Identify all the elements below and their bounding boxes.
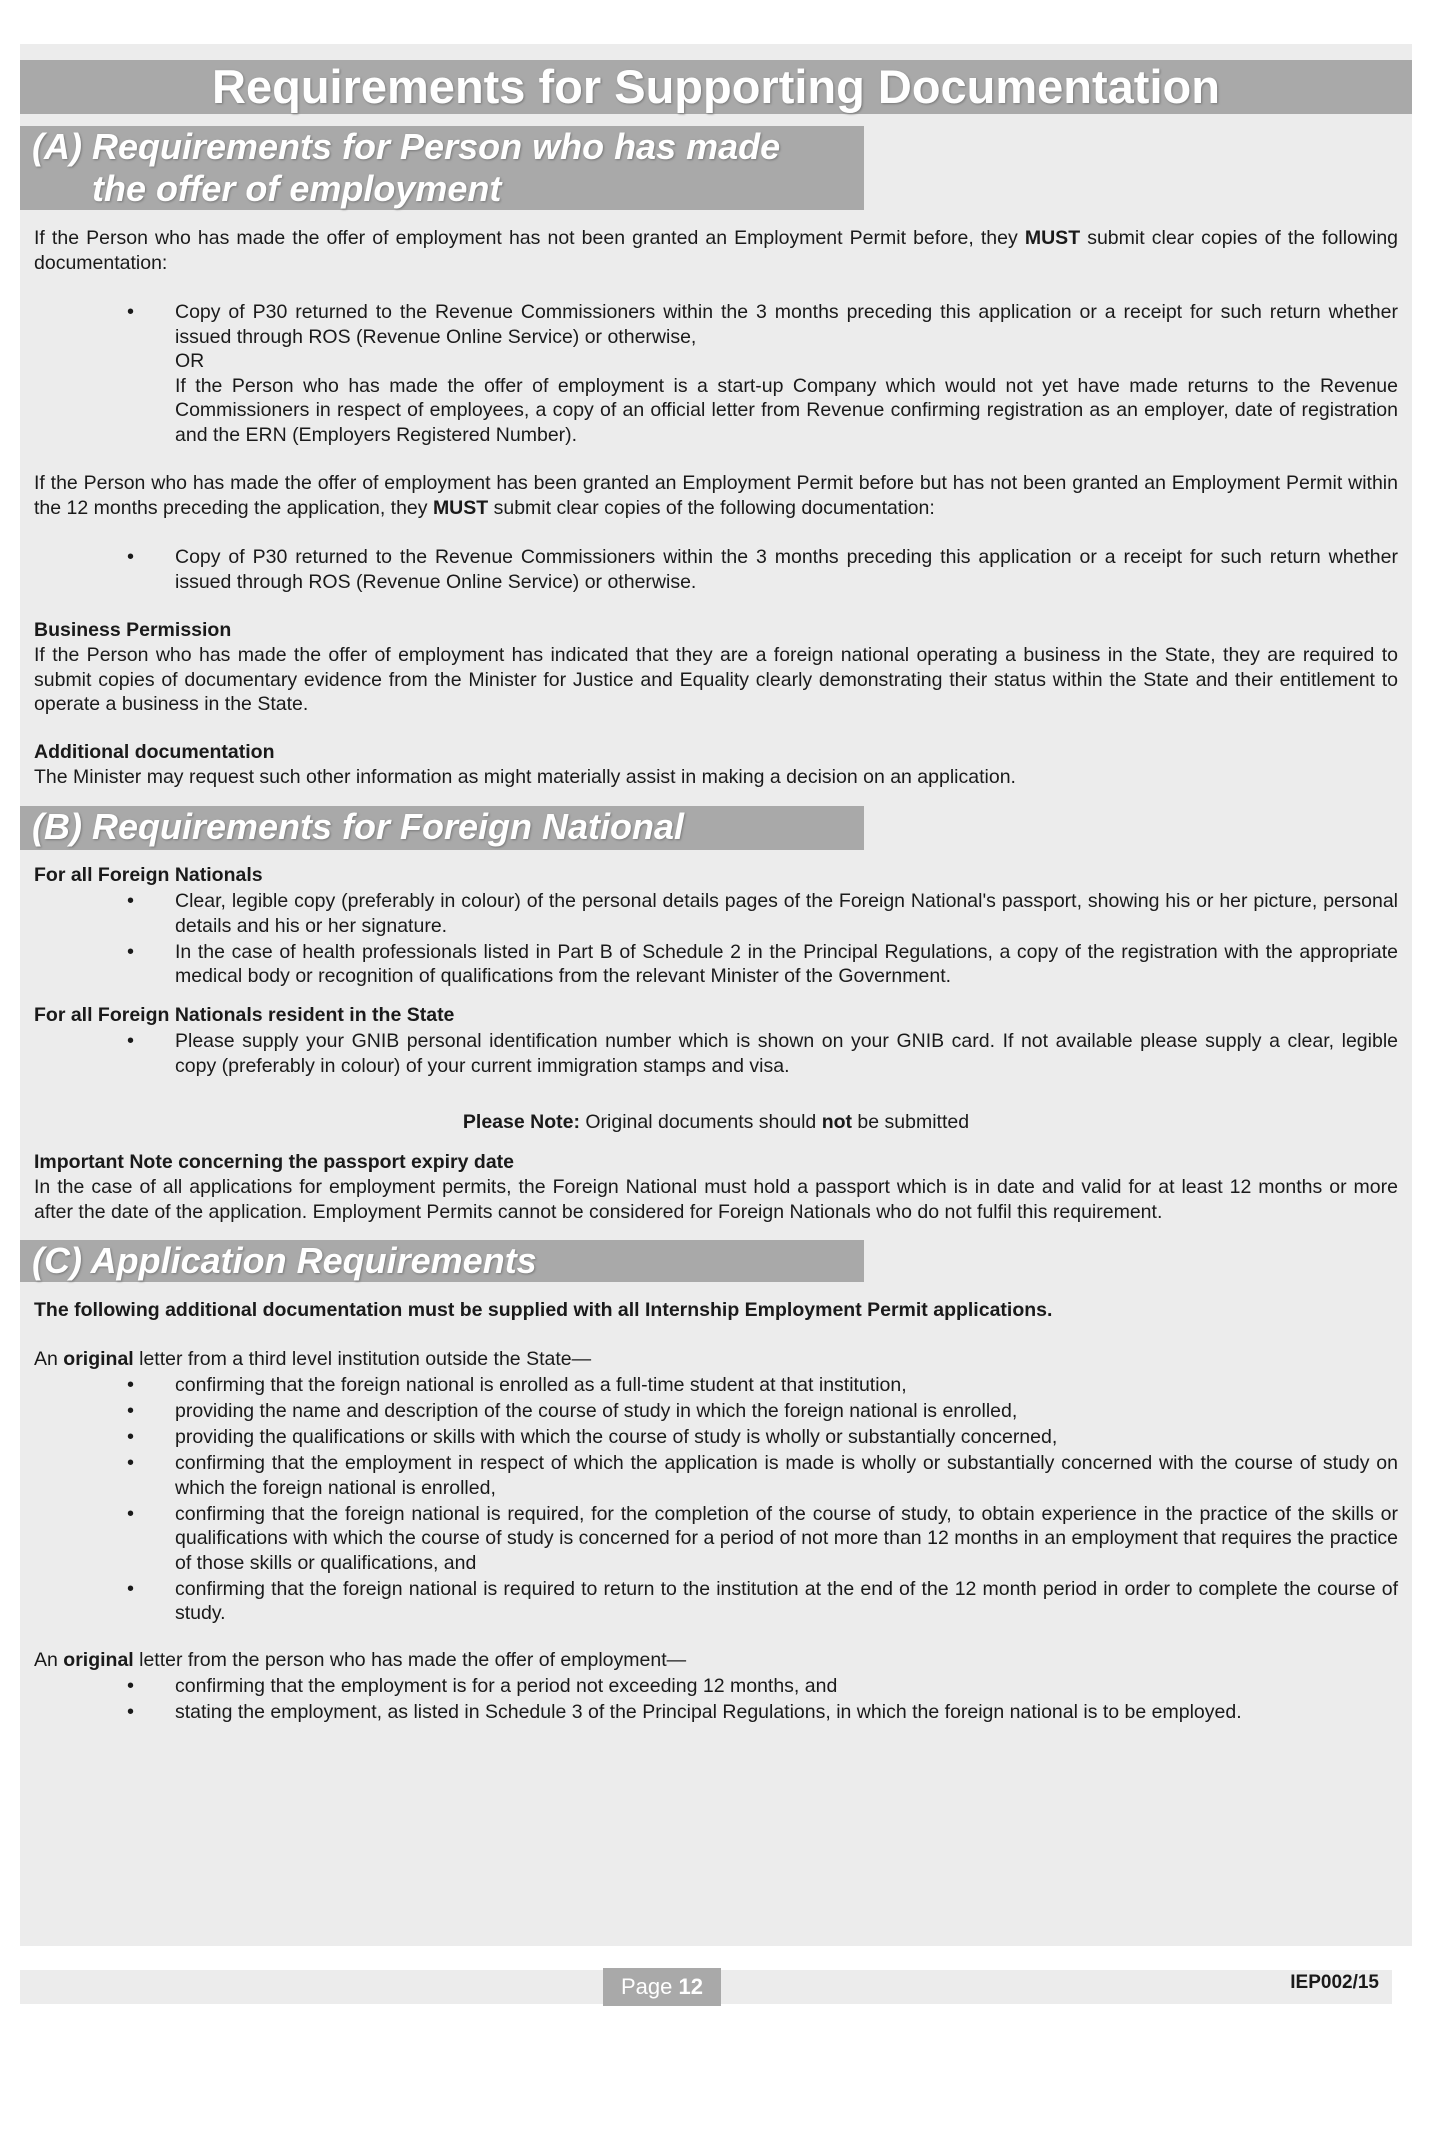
list-item: • confirming that the foreign national is enrolled as a full-time student at that institution, bbox=[34, 1373, 1398, 1398]
section-c-heading: (C) Application Requirements bbox=[20, 1240, 864, 1282]
section-a-list2 bbox=[34, 545, 1398, 596]
additional-documentation-text: The Minister may request such other information as might materially assist in making a decision on an application. bbox=[34, 766, 1016, 788]
list-item: • providing the qualifications or skills with which the course of study is wholly or substantially concerned, bbox=[34, 1425, 1398, 1450]
list-item: • Copy of P30 returned to the Revenue Commissioners within the 3 months preceding this application or a receipt for such return whether issued through ROS (Revenue Online Service) or otherwise. bbox=[34, 545, 1398, 594]
foreign-nationals-heading: For all Foreign Nationals bbox=[34, 864, 263, 886]
section-a-intro1: If the Person who has made the offer of employment has not been granted an Employment Permit before, they MUST submit clear copies of the following documentation: bbox=[34, 227, 1399, 274]
list-item: • providing the name and description of the course of study in which the foreign national is enrolled, bbox=[34, 1399, 1398, 1424]
section-a-heading-line2: the offer of employment bbox=[92, 168, 502, 209]
residents-heading: For all Foreign Nationals resident in the State bbox=[34, 1004, 455, 1026]
section-c-intro: The following additional documentation must be supplied with all Internship Employment Permit applications. bbox=[34, 1299, 1053, 1321]
page-title: Requirements for Supporting Documentation bbox=[20, 60, 1412, 114]
list-item: • confirming that the employment in respect of which the application is made is wholly or substantially concerned with the course of study on which the foreign national is enrolled, bbox=[34, 1451, 1398, 1500]
institution-letter-list bbox=[34, 1373, 1398, 1627]
business-permission-heading: Business Permission bbox=[34, 619, 232, 641]
employer-letter-intro: An original letter from the person who has made the offer of employment— bbox=[34, 1649, 687, 1671]
passport-note-heading: Important Note concerning the passport expiry date bbox=[34, 1151, 514, 1173]
form-reference: IEP002/15 bbox=[1290, 1972, 1379, 1993]
section-b-heading: (B) Requirements for Foreign National bbox=[20, 806, 864, 850]
residents-list bbox=[34, 1029, 1398, 1080]
list-item: • confirming that the foreign national is required, for the completion of the course of study, to obtain experience in the practice of the skills or qualifications with which the course of study is concerned for a period of not more than 12 months in an employment that requires the practice of those skills or qualifications, and bbox=[34, 1502, 1398, 1576]
please-note: Please Note: Original documents should not be submitted bbox=[462, 1111, 970, 1133]
section-a-heading-line1: (A) Requirements for Person who has made bbox=[32, 126, 781, 167]
passport-note-text: In the case of all applications for employment permits, the Foreign National must hold a passport which is in date and valid for at least 12 months or more after the date of the application. Employment Permits cannot be considered for Foreign Nationals who do not fulfil this requirement. bbox=[34, 1176, 1398, 1223]
list-item: • Clear, legible copy (preferably in colour) of the personal details pages of the Foreign National's passport, showing his or her picture, personal details and his or her signature. bbox=[34, 889, 1398, 938]
list-item: • confirming that the employment is for a period not exceeding 12 months, and bbox=[34, 1674, 1398, 1699]
list-item: • stating the employment, as listed in Schedule 3 of the Principal Regulations, in which the foreign national is to be employed. bbox=[34, 1700, 1398, 1725]
institution-letter-intro: An original letter from a third level institution outside the State— bbox=[34, 1348, 592, 1370]
section-a-heading bbox=[20, 126, 864, 210]
list-item: • confirming that the foreign national is required to return to the institution at the end of the 12 month period in order to complete the course of study. bbox=[34, 1577, 1398, 1626]
list-item: • Please supply your GNIB personal identification number which is shown on your GNIB card. If not available please supply a clear, legible copy (preferably in colour) of your current immigration stamps and visa. bbox=[34, 1029, 1398, 1078]
additional-documentation-heading: Additional documentation bbox=[34, 741, 275, 763]
employer-letter-list bbox=[34, 1674, 1398, 1726]
list-item: • Copy of P30 returned to the Revenue Commissioners within the 3 months preceding this application or a receipt for such return whether issued through ROS (Revenue Online Service) or otherwise, OR If the Person who has made the offer of employment is a start-up Company which would not yet have made returns to the Revenue Commissioners in respect of employees, a copy of an official letter from Revenue confirming registration as an employer, date of registration and the ERN (Employers Registered Number). bbox=[34, 300, 1398, 447]
section-a-intro2: If the Person who has made the offer of employment has been granted an Employment Permit before but has not been granted an Employment Permit within the 12 months preceding the application, they MUST submit clear copies of the following documentation: bbox=[34, 472, 1398, 519]
foreign-nationals-list bbox=[34, 889, 1398, 990]
page-number: Page 12 bbox=[603, 1968, 721, 2006]
business-permission-text: If the Person who has made the offer of employment has indicated that they are a foreign national operating a business in the State, they are required to submit copies of documentary evidence from the Minister for Justice and Equality clearly demonstrating their status within the State and their entitlement to operate a business in the State. bbox=[34, 644, 1398, 715]
section-a-list1 bbox=[34, 300, 1398, 449]
list-item: • In the case of health professionals listed in Part B of Schedule 2 in the Principal Regulations, a copy of the registration with the appropriate medical body or recognition of qualifications from the relevant Minister of the Government. bbox=[34, 940, 1398, 989]
